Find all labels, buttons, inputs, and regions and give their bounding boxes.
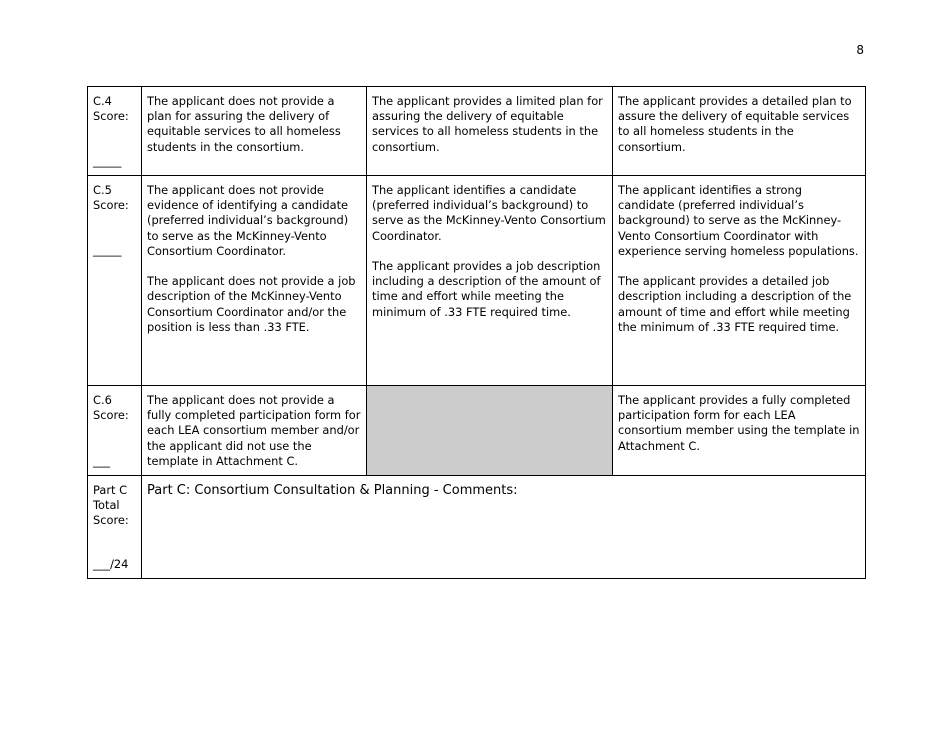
score-label: Score: bbox=[93, 109, 129, 124]
rating-text: The applicant does not provide a job description of the McKinney-Vento Consortium Coordinator and/or the position is less than .33 FTE. bbox=[147, 274, 356, 334]
rating-cell-mid-empty bbox=[367, 386, 613, 476]
rating-cell-high bbox=[613, 386, 866, 476]
rating-text: The applicant does not provide a plan for assuring the delivery of equitable services to all homeless students in the consortium. bbox=[147, 94, 341, 154]
rating-text: The applicant provides a limited plan for assuring the delivery of equitable services to all homeless students in the consortium. bbox=[372, 94, 603, 154]
rating-text: The applicant identifies a candidate (preferred individual’s background) to serve as the McKinney-Vento Consortium Coordinator. bbox=[372, 183, 606, 243]
rating-cell-high bbox=[613, 87, 866, 176]
total-label-line2: Total bbox=[93, 498, 120, 513]
table-row-total bbox=[88, 476, 866, 579]
rating-cell-mid bbox=[367, 87, 613, 176]
rating-cell-low bbox=[142, 87, 367, 176]
comments-cell[interactable] bbox=[142, 476, 866, 579]
total-score-cell bbox=[88, 476, 142, 579]
table-row-c6 bbox=[88, 386, 866, 476]
score-blank: ___ bbox=[93, 453, 111, 468]
score-blank: _____ bbox=[93, 153, 122, 168]
rating-text: The applicant does not provide evidence of identifying a candidate (preferred individual’s background) to serve as the McKinney-Vento Consortium Coordinator. bbox=[147, 183, 349, 258]
rating-text: The applicant provides a detailed job description including a description of the amount of time and effort while meeting the minimum of .33 FTE required time. bbox=[618, 274, 852, 334]
criterion-id: C.6 bbox=[93, 393, 112, 407]
criterion-id: C.5 bbox=[93, 183, 112, 197]
rating-text: The applicant provides a job description including a description of the amount of time and effort while meeting the minimum of .33 FTE required time. bbox=[372, 259, 601, 319]
rating-cell-low bbox=[142, 176, 367, 386]
comments-label: Part C: Consortium Consultation & Planning - Comments: bbox=[147, 483, 518, 499]
score-label: Score: bbox=[93, 198, 129, 213]
score-cell-c6 bbox=[88, 386, 142, 476]
score-cell-c5 bbox=[88, 176, 142, 386]
total-score-blank: ___/24 bbox=[93, 556, 129, 571]
rating-cell-mid bbox=[367, 176, 613, 386]
rating-cell-high bbox=[613, 176, 866, 386]
table-row-c5 bbox=[88, 176, 866, 386]
rating-cell-low bbox=[142, 386, 367, 476]
rating-text: The applicant provides a fully completed participation form for each LEA consortium member using the template in Attachment C. bbox=[618, 393, 860, 453]
score-blank: _____ bbox=[93, 243, 122, 257]
scoring-rubric-table bbox=[87, 86, 866, 579]
rating-text: The applicant does not provide a fully completed participation form for each LEA consortium member and/or the applicant did not use the template in Attachment C. bbox=[147, 393, 361, 468]
score-cell-c4 bbox=[88, 87, 142, 176]
criterion-id: C.4 bbox=[93, 94, 112, 108]
total-label-line3: Score: bbox=[93, 513, 129, 528]
page-number: 8 bbox=[856, 43, 864, 57]
rating-text: The applicant identifies a strong candidate (preferred individual’s background) to serve as the McKinney-Vento Consortium Coordinator with experience serving homeless populations. bbox=[618, 183, 859, 258]
total-label-line1: Part C bbox=[93, 483, 128, 498]
table-row-c4 bbox=[88, 87, 866, 176]
rating-text: The applicant provides a detailed plan to assure the delivery of equitable services to all homeless students in the consortium. bbox=[618, 94, 852, 154]
score-label: Score: bbox=[93, 408, 129, 423]
